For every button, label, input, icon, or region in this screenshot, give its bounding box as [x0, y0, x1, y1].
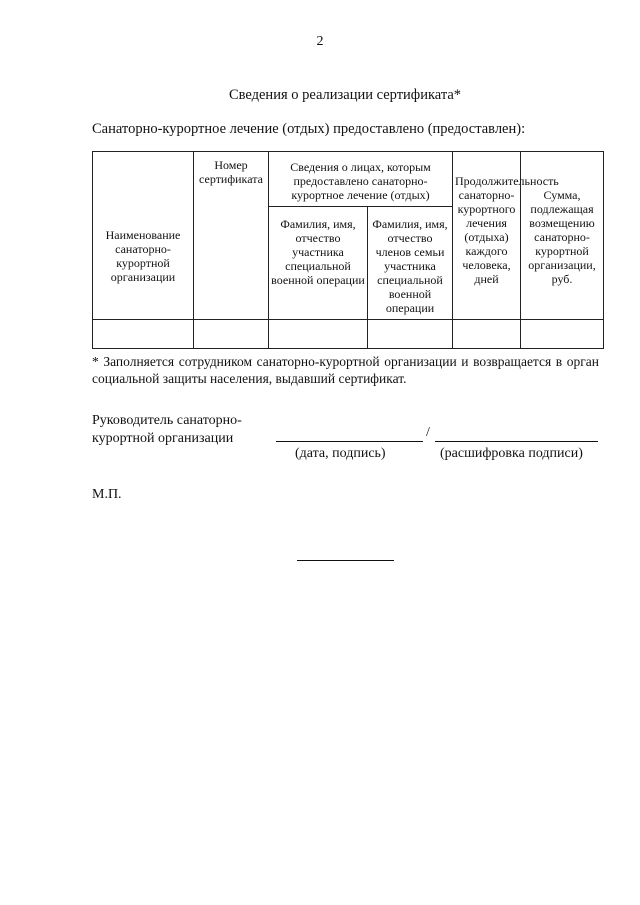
header-duration: Продолжительность санаторно-курортного лечения (отдыха) каждого человека, дней [453, 152, 521, 320]
header-certificate-number: Номер сертификата [194, 152, 269, 320]
intro-text: Санаторно-курортное лечение (отдых) предоставлено (предоставлен): [92, 121, 526, 137]
signature-decoding-line[interactable] [435, 441, 598, 442]
table-cell[interactable] [453, 320, 521, 349]
signatory-title-line1: Руководитель санаторно- [92, 413, 242, 428]
signatory-title [92, 412, 242, 448]
signature-decoding-caption: (расшифровка подписи) [440, 446, 583, 461]
signatory-title-line2: курортной организации [92, 431, 234, 446]
header-organization-name: Наименование санаторно-курортной организации [93, 152, 194, 320]
header-refund-sum: Сумма, подлежащая возмещению санаторно-курортной организации, руб. [521, 152, 604, 320]
end-divider-line [297, 560, 394, 561]
date-signature-caption: (дата, подпись) [295, 446, 386, 461]
certificate-table [92, 151, 604, 349]
table-cell[interactable] [368, 320, 453, 349]
table-cell[interactable] [194, 320, 269, 349]
footnote: * Заполняется сотрудником санаторно-курортной организации и возвращается в орган социальной защиты населения, выдавший сертификат. [92, 354, 599, 386]
page-number: 2 [316, 34, 324, 49]
table-cell[interactable] [521, 320, 604, 349]
signature-slash: / [426, 425, 430, 440]
table-header-row [93, 152, 604, 207]
table-row [93, 320, 604, 349]
header-family-member-name: Фамилия, имя, отчество членов семьи участника специальной военной операции [368, 207, 453, 320]
table-cell[interactable] [269, 320, 368, 349]
document-title: Сведения о реализации сертификата* [228, 87, 462, 103]
date-signature-line[interactable] [276, 441, 423, 442]
header-persons-group: Сведения о лицах, которым предоставлено санаторно-курортное лечение (отдых) [269, 152, 453, 207]
header-participant-name: Фамилия, имя, отчество участника специальной военной операции [269, 207, 368, 320]
table-cell[interactable] [93, 320, 194, 349]
stamp-place-label: М.П. [92, 487, 122, 502]
